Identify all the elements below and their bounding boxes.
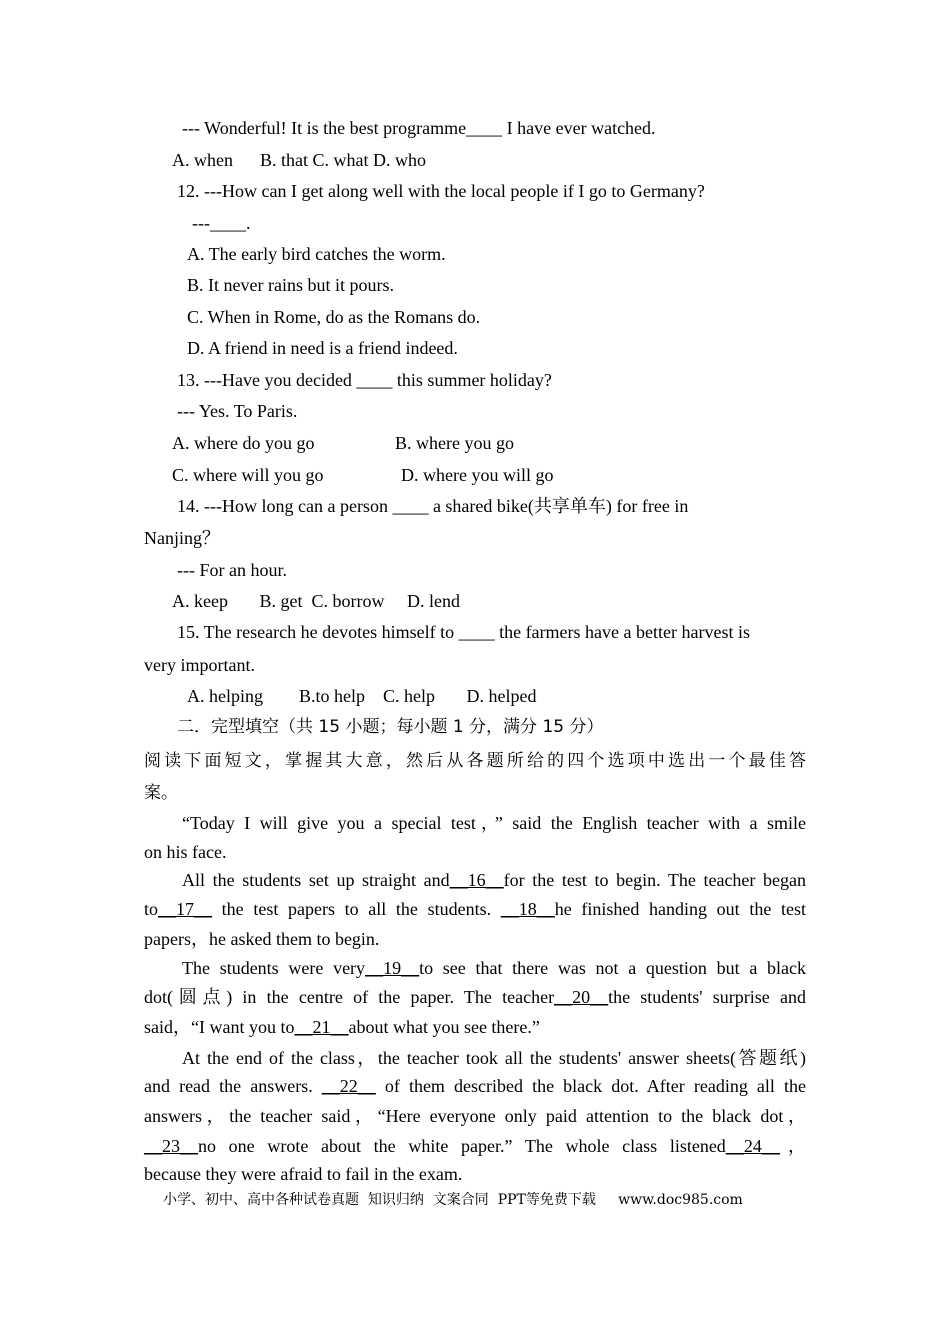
passage-p4-line2: and read the answers. __22__ of them described the black dot. After reading all the bbox=[144, 1076, 806, 1096]
q12-option-c: C. When in Rome, do as the Romans do. bbox=[187, 307, 481, 327]
section-instructions-line2: 案。 bbox=[144, 783, 178, 803]
q11-answer-line: --- Wonderful! It is the best programme____ I have ever watched. bbox=[182, 118, 656, 138]
blank-24: __24__ bbox=[725, 1136, 780, 1156]
q15-stem-line1: 15. The research he devotes himself to ____ the farmers have a better harvest is bbox=[177, 622, 750, 642]
passage-p4-line5: because they were afraid to fail in the exam. bbox=[144, 1164, 463, 1184]
blank-18: __18__ bbox=[500, 899, 555, 919]
passage-p1-line1: “Today I will give you a special test，” said the English teacher with a smile bbox=[182, 813, 806, 833]
passage-p1-line2: on his face. bbox=[144, 842, 227, 862]
q12-stem: 12. ---How can I get along well with the local people if I go to Germany? bbox=[177, 181, 705, 201]
blank-16: __16__ bbox=[449, 870, 504, 890]
q14-reply: --- For an hour. bbox=[177, 560, 287, 580]
q13-reply: --- Yes. To Paris. bbox=[177, 401, 298, 421]
q14-stem-line1: 14. ---How long can a person ____ a shared bike(共享单车) for free in bbox=[177, 496, 689, 516]
passage-p4-line1: At the end of the class，the teacher took all the students' answer sheets(答题纸) bbox=[182, 1048, 806, 1068]
q12-reply: ---____. bbox=[192, 213, 251, 233]
q13-option-a: A. where do you go bbox=[172, 433, 315, 453]
q13-option-d: D. where you will go bbox=[401, 465, 554, 485]
passage-p3-line3: said，“I want you to__21__about what you see there.” bbox=[144, 1017, 540, 1037]
passage-p3-line1: The students were very__19__to see that there was not a question but a black bbox=[182, 958, 806, 978]
blank-22: __22__ bbox=[321, 1076, 376, 1096]
q13-option-c: C. where will you go bbox=[172, 465, 324, 485]
passage-p2-line1: All the students set up straight and__16__for the test to begin. The teacher began bbox=[182, 870, 807, 890]
section-instructions-line1: 阅读下面短文，掌握其大意，然后从各题所给的四个选项中选出一个最佳答 bbox=[144, 751, 806, 771]
q12-option-a: A. The early bird catches the worm. bbox=[187, 244, 446, 264]
q13-option-b: B. where you go bbox=[395, 433, 514, 453]
q13-stem: 13. ---Have you decided ____ this summer holiday? bbox=[177, 370, 552, 390]
passage-p4-line4: __23__no one wrote about the white paper.” The whole class listened__24__， bbox=[144, 1136, 806, 1156]
blank-23: __23__ bbox=[144, 1136, 198, 1156]
q14-stem-line2: Nanjing？ bbox=[144, 528, 220, 548]
q14-options: A. keep B. get C. borrow D. lend bbox=[172, 591, 460, 611]
passage-p2-line3: papers，he asked them to begin. bbox=[144, 929, 380, 949]
blank-17: __17__ bbox=[158, 899, 213, 919]
passage-p4-line3: answers，the teacher said，“Here everyone only paid attention to the black dot， bbox=[144, 1106, 806, 1126]
q12-option-d: D. A friend in need is a friend indeed. bbox=[187, 338, 458, 358]
q15-stem-line2: very important. bbox=[144, 655, 255, 675]
passage-p3-line2: dot(圆点) in the centre of the paper. The teacher__20__the students' surprise and bbox=[144, 987, 806, 1007]
q12-option-b: B. It never rains but it pours. bbox=[187, 275, 394, 295]
passage-p2-line2: to__17__ the test papers to all the students. __18__he finished handing out the test bbox=[144, 899, 806, 919]
q15-options: A. helping B.to help C. help D. helped bbox=[187, 686, 537, 706]
blank-19: __19__ bbox=[365, 958, 420, 978]
section-heading: 二．完型填空（共 15 小题；每小题 1 分，满分 15 分） bbox=[177, 717, 604, 737]
page-footer: 小学、初中、高中各种试卷真题 知识归纳 文案合同 PPT等免费下载 www.doc985.com bbox=[163, 1192, 743, 1208]
blank-21: __21__ bbox=[294, 1017, 349, 1037]
blank-20: __20__ bbox=[554, 987, 609, 1007]
q11-options: A. when B. that C. what D. who bbox=[172, 150, 426, 170]
